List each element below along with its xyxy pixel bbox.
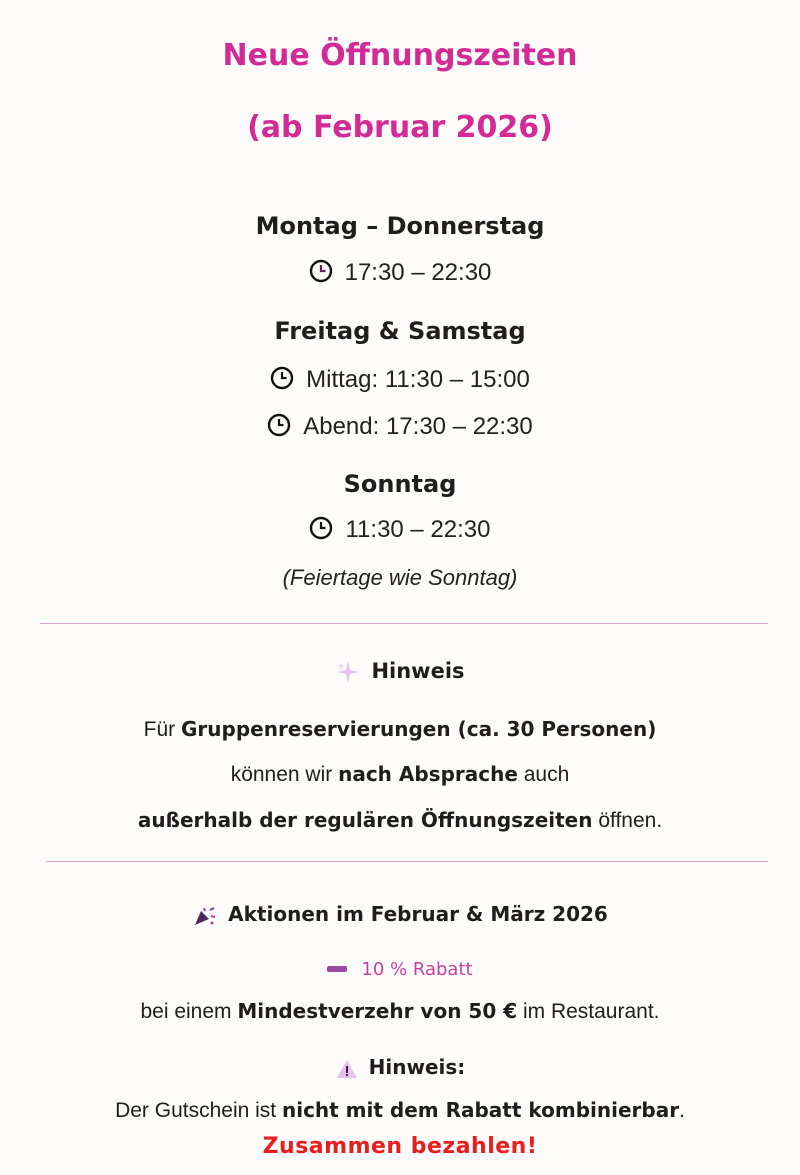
notice-line-3 <box>0 808 800 833</box>
warning-line-bold: nicht mit dem Rabatt kombinierbar <box>281 1098 680 1122</box>
time-row-mon-thu <box>0 259 800 287</box>
notice-line-2-prefix: können wir <box>230 763 339 786</box>
sparkle-icon <box>335 659 361 685</box>
time-dinner: Abend: 17:30 – 22:30 <box>303 413 533 440</box>
time-sunday: 11:30 – 22:30 <box>345 516 491 543</box>
discount-label: 10 % Rabatt <box>361 959 473 980</box>
notice-line-3-bold: außerhalb der regulären Öffnungszeiten <box>137 808 593 832</box>
warning-heading-row <box>0 1055 800 1080</box>
clock-icon <box>309 516 333 540</box>
notice-line-2-suffix: auch <box>517 763 570 786</box>
promo-heading-row <box>0 902 800 928</box>
notice-line-2 <box>0 762 800 787</box>
warning-line-prefix: Der Gutschein ist <box>115 1099 282 1122</box>
divider <box>46 861 768 862</box>
warning-icon <box>335 1058 359 1080</box>
time-lunch: Mittag: 11:30 – 15:00 <box>306 366 530 393</box>
notice-heading-row <box>0 659 800 685</box>
clock-icon <box>309 259 333 283</box>
clock-icon <box>270 366 294 390</box>
warning-heading: Hinweis: <box>368 1055 466 1079</box>
promo-line <box>0 999 800 1024</box>
warning-line-suffix: . <box>679 1099 685 1122</box>
notice-line-1-bold: Gruppenreservierungen (ca. 30 Personen) <box>180 717 657 741</box>
days-sunday: Sonntag <box>343 470 457 498</box>
notice-line-1 <box>0 717 800 742</box>
discount-bar-icon <box>327 966 347 972</box>
discount-row <box>0 959 800 980</box>
time-mon-thu: 17:30 – 22:30 <box>344 259 492 286</box>
notice-line-3-suffix: öffnen. <box>592 809 663 832</box>
days-mon-thu: Montag – Donnerstag <box>255 212 545 240</box>
time-row-sunday <box>0 516 800 544</box>
notice-heading: Hinweis <box>371 659 465 683</box>
notice-line-1-prefix: Für <box>143 718 181 741</box>
days-fri-sat: Freitag & Samstag <box>274 317 526 345</box>
promo-heading: Aktionen im Februar & März 2026 <box>228 902 608 926</box>
pay-together-note: Zusammen bezahlen! <box>262 1134 538 1159</box>
time-row-lunch <box>0 366 800 394</box>
title-line-2: (ab Februar 2026) <box>247 110 553 145</box>
warning-line <box>0 1098 800 1123</box>
notice-line-2-bold: nach Absprache <box>338 762 518 786</box>
time-row-dinner <box>0 413 800 441</box>
clock-icon <box>267 413 291 437</box>
promo-line-bold: Mindestverzehr von 50 € <box>237 999 518 1023</box>
holiday-note: (Feiertage wie Sonntag) <box>282 565 518 590</box>
party-popper-icon <box>192 904 218 928</box>
promo-line-suffix: im Restaurant. <box>517 1000 660 1023</box>
title-line-1: Neue Öffnungszeiten <box>222 38 578 73</box>
promo-line-prefix: bei einem <box>140 1000 238 1023</box>
divider <box>40 623 768 624</box>
